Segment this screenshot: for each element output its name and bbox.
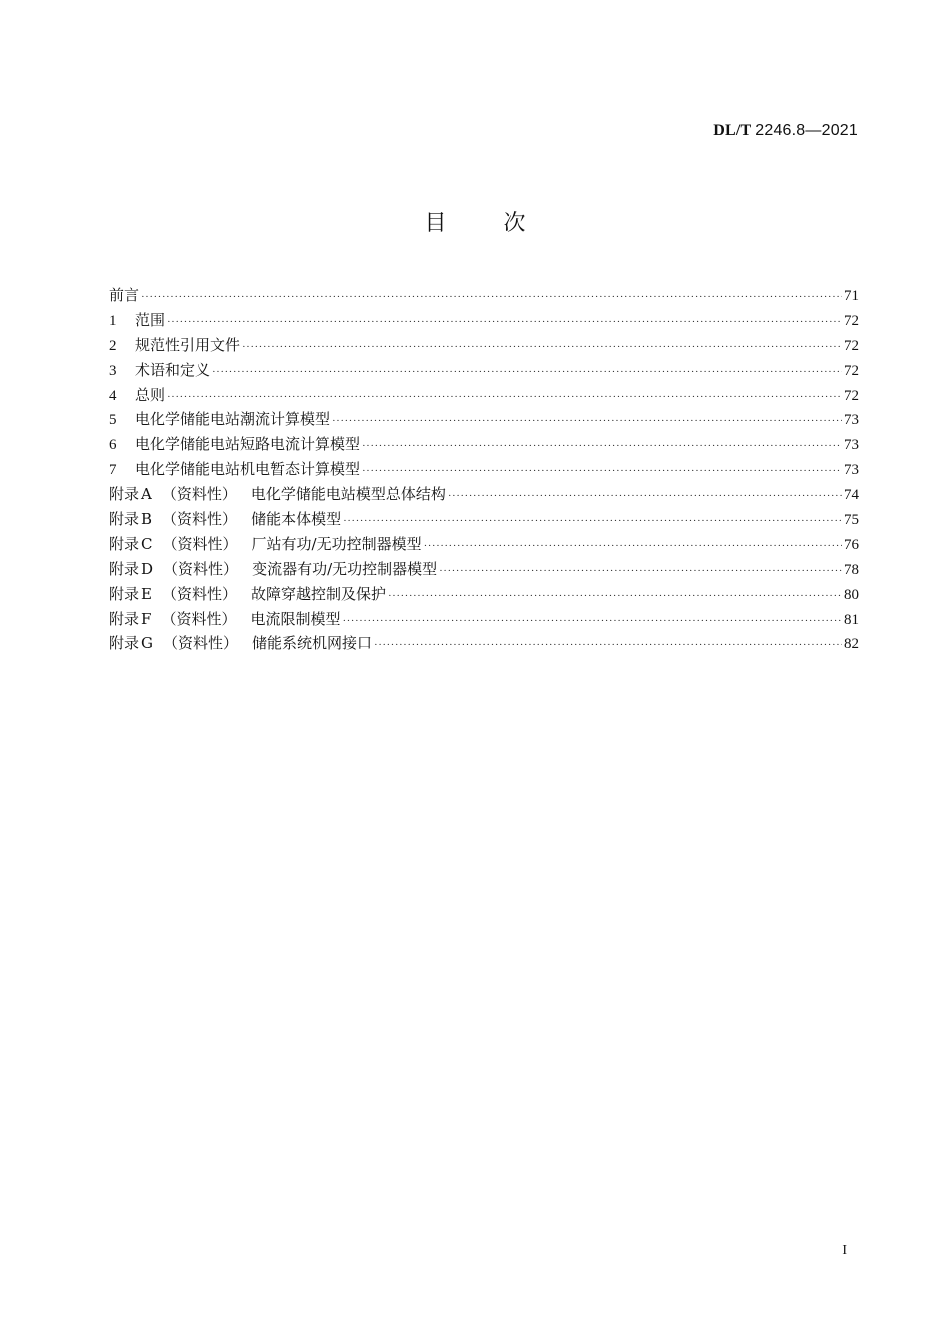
toc-entry-title: 厂站有功/无功控制器模型 [251,534,422,553]
toc-dot-leader [167,385,842,410]
toc-page-number: 73 [844,437,859,454]
toc-appendix-letter: D [141,559,154,578]
toc-dot-leader [362,434,842,459]
toc-appendix-prefix: 附录 [109,510,140,529]
document-code-prefix: DL/T [713,122,756,139]
toc-entry-title: 规范性引用文件 [135,335,241,354]
toc-appendix-prefix: 附录 [109,609,140,628]
toc-entry-label [109,308,165,334]
toc-page-number: 73 [844,412,859,429]
toc-dot-leader [141,285,842,310]
toc-entry-label [109,557,437,582]
toc-dot-leader [343,509,842,534]
toc-appendix-prefix: 附录 [109,559,140,578]
toc-entry-title: 总则 [135,385,166,404]
toc-appendix-letter: E [141,584,152,603]
toc-entry-label [109,507,341,532]
toc-entry-label [109,482,446,507]
toc-dot-leader [362,459,842,484]
toc-entry-label [109,631,372,656]
toc-entry-title: 电化学储能电站模型总体结构 [250,485,446,504]
toc-section-number: 3 [109,362,117,379]
page-number: I [842,1243,847,1258]
toc-entry-title: 前言 [109,286,140,304]
toc-section-number: 7 [109,462,117,479]
toc-entry[interactable] [109,333,859,358]
toc-page-number: 76 [844,536,859,553]
toc-appendix-nature: （资料性） [163,634,239,653]
toc-entry-label [109,283,139,308]
toc-entry-label [109,333,240,359]
toc-page-number: 75 [844,512,859,529]
toc-dot-leader [448,484,842,509]
toc-entry-title: 电流限制模型 [250,609,341,628]
toc-entry-title: 术语和定义 [135,360,211,379]
toc-appendix-letter: B [141,510,153,529]
toc-entry-label [109,383,165,409]
toc-appendix-nature: （资料性） [162,534,238,553]
toc-appendix-letter: C [141,534,153,553]
toc-dot-leader [388,584,842,609]
document-code [713,122,858,140]
toc-section-number: 1 [109,312,117,329]
toc-appendix-letter: F [141,609,152,628]
toc-page-number: 72 [844,362,859,379]
toc-appendix-nature: （资料性） [161,485,237,504]
toc-entry[interactable] [109,607,859,632]
page-title: 目 次 [424,211,526,236]
toc-entry-title: 电化学储能电站机电暂态计算模型 [135,460,361,479]
toc-appendix-letter: A [141,485,152,504]
toc-entry-title: 电化学储能电站短路电流计算模型 [135,435,361,454]
toc-entry-title: 故障穿越控制及保护 [250,584,386,603]
toc-page-number: 82 [844,636,859,653]
toc-dot-leader [374,633,842,658]
toc-appendix-prefix: 附录 [109,534,140,553]
toc-appendix-prefix: 附录 [109,485,140,504]
toc-entry[interactable] [109,383,859,408]
toc-page-number: 71 [844,288,859,304]
toc-page-number: 72 [844,312,859,329]
toc-page-number: 74 [844,487,859,504]
toc-entry[interactable] [109,432,859,457]
toc-page-number: 72 [844,387,859,404]
toc-page-number: 78 [844,561,859,578]
toc-appendix-nature: （资料性） [161,609,237,628]
toc-dot-leader [424,534,842,559]
toc-appendix-prefix: 附录 [109,634,140,653]
toc-dot-leader [332,409,842,434]
toc-dot-leader [212,360,842,385]
toc-entry-label [109,582,386,607]
toc-dot-leader [342,609,842,634]
toc-section-number: 6 [109,437,117,454]
toc-entry[interactable] [109,507,859,532]
toc-page-number: 81 [844,611,859,628]
toc-entry[interactable] [109,532,859,557]
toc-dot-leader [242,335,842,360]
toc-appendix-nature: （资料性） [162,510,238,529]
toc-section-number: 2 [109,337,117,354]
toc-entry[interactable] [109,283,859,308]
toc-entry[interactable] [109,582,859,607]
toc-entry[interactable] [109,457,859,482]
toc-dot-leader [439,559,842,584]
toc-entry-label [109,407,330,433]
toc-entry-title: 范围 [135,310,166,329]
toc-page-number: 73 [844,462,859,479]
toc-dot-leader [167,310,842,335]
toc-entry[interactable] [109,482,859,507]
toc-appendix-prefix: 附录 [109,584,140,603]
toc-entry[interactable] [109,631,859,656]
toc-appendix-letter: G [141,634,153,653]
toc-page-number: 72 [844,337,859,354]
toc-entry-label [109,457,360,483]
toc-entry-label [109,532,422,557]
toc-entry-label [109,607,340,632]
toc-section-number: 5 [109,412,117,429]
toc-entry-title: 储能本体模型 [251,510,342,529]
toc-entry-title: 电化学储能电站潮流计算模型 [135,410,331,429]
toc-entry[interactable] [109,407,859,432]
toc-entry-title: 变流器有功/无功控制器模型 [252,559,438,578]
document-code-number: 2246.8—2021 [755,122,858,139]
toc-appendix-nature: （资料性） [161,584,237,603]
toc-entry-label [109,358,210,384]
toc-entry-label [109,432,360,458]
toc-appendix-nature: （资料性） [163,559,239,578]
toc-page-number: 80 [844,586,859,603]
table-of-contents [109,283,859,656]
toc-entry-title: 储能系统机网接口 [252,634,373,653]
toc-entry[interactable] [109,557,859,582]
toc-entry[interactable] [109,308,859,333]
toc-entry[interactable] [109,358,859,383]
toc-section-number: 4 [109,387,117,404]
